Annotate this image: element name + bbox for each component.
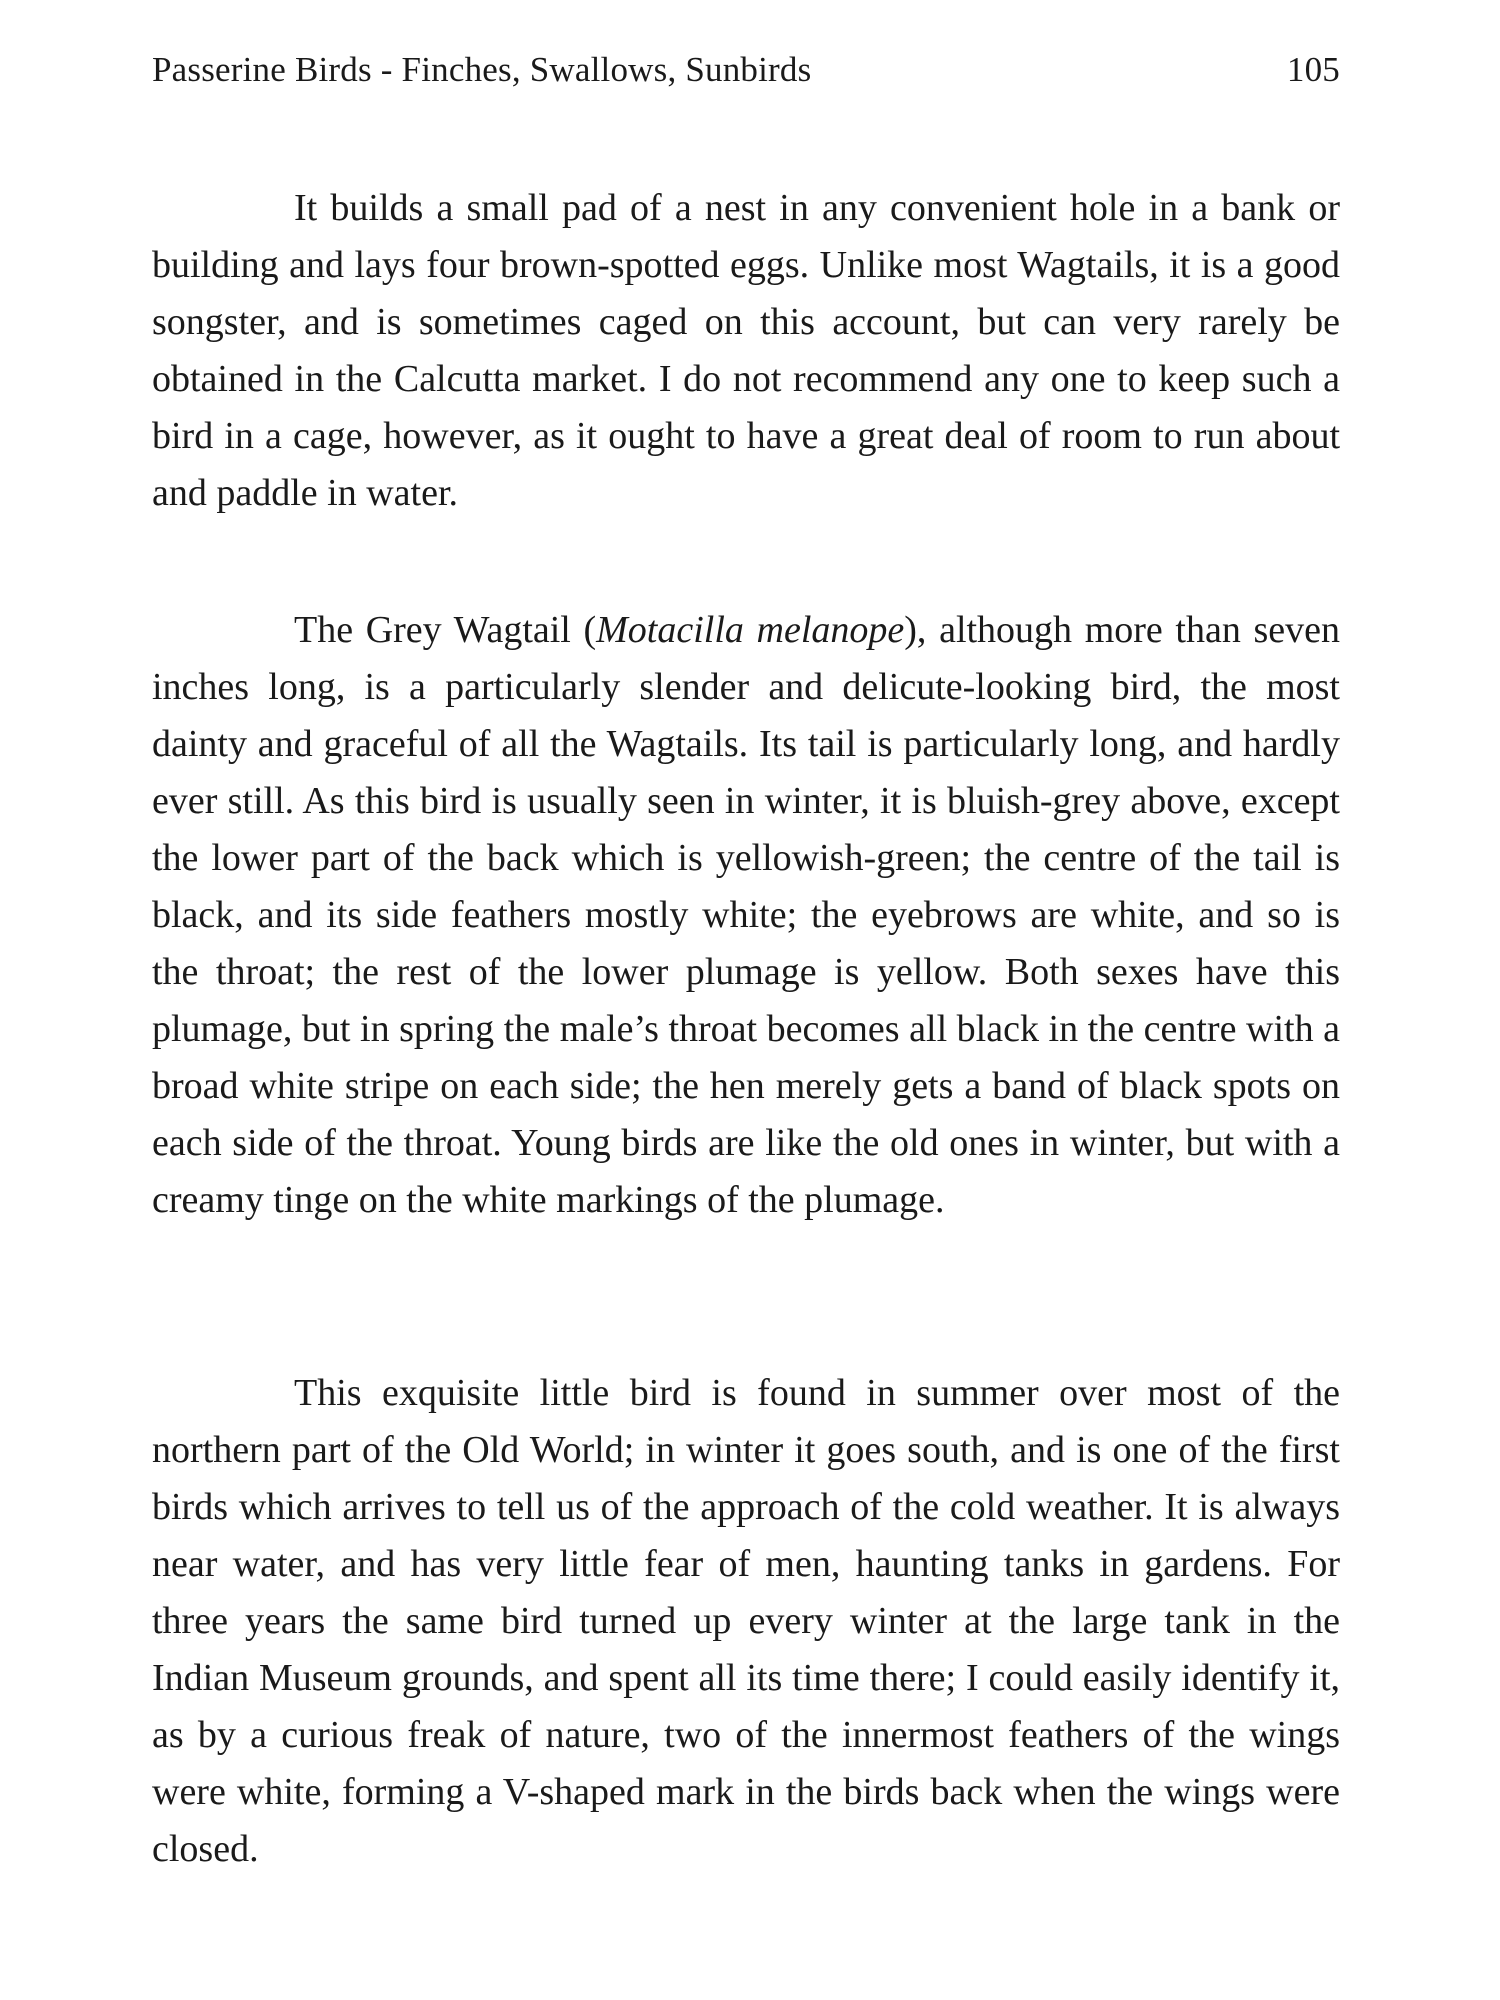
running-head bbox=[152, 50, 1340, 100]
paragraph-text: It builds a small pad of a nest in any convenient hole in a bank or building and lays four brown-spotted eggs. Unlike most Wagtails, it is a good songster, and is sometimes caged on this account, but can very rarely be obtained in the Calcutta market. I do not recommend any one to keep such a bird in a cage, however, as it ought to have a great deal of room to run about and paddle in water. bbox=[152, 187, 1340, 514]
paragraph-nest bbox=[152, 180, 1340, 522]
paragraph-range bbox=[152, 1365, 1340, 1878]
page-number: 105 bbox=[1286, 50, 1340, 89]
running-title: Passerine Birds - Finches, Swallows, Sunbirds bbox=[152, 50, 812, 89]
species-name: Motacilla melanope bbox=[596, 609, 905, 651]
paragraph-grey-wagtail bbox=[152, 602, 1340, 1229]
paragraph-rest: ), although more than seven inches long, is a particularly slender and delicute-looking bird, the most dainty and graceful of all the Wagtails. Its tail is particularly long, and hardly ever still. As this bird is usually seen in winter, it is bluish-grey above, except the lower part of the back which is yellowish-green; the centre of the tail is black, and its side feathers mostly white; the eyebrows are white, and so is the throat; the rest of the lower plumage is yellow. Both sexes have this plumage, but in spring the male’s throat becomes all black in the centre with a broad white stripe on each side; the hen merely gets a band of black spots on each side of the throat. Young birds are like the old ones in winter, but with a creamy tinge on the white markings of the plumage. bbox=[152, 609, 1340, 1221]
paragraph-lead: The Grey Wagtail ( bbox=[294, 609, 597, 651]
paragraph-text bbox=[152, 602, 1340, 1229]
paragraph-text: This exquisite little bird is found in summer over most of the northern part of the Old World; in winter it goes south, and is one of the first birds which arrives to tell us of the approach of the cold weather. It is always near water, and has very little fear of men, haunting tanks in gardens. For three years the same bird turned up every winter at the large tank in the Indian Museum grounds, and spent all its time there; I could easily identify it, as by a curious freak of nature, two of the innermost feathers of the wings were white, forming a V-shaped mark in the birds back when the wings were closed. bbox=[152, 1372, 1340, 1870]
